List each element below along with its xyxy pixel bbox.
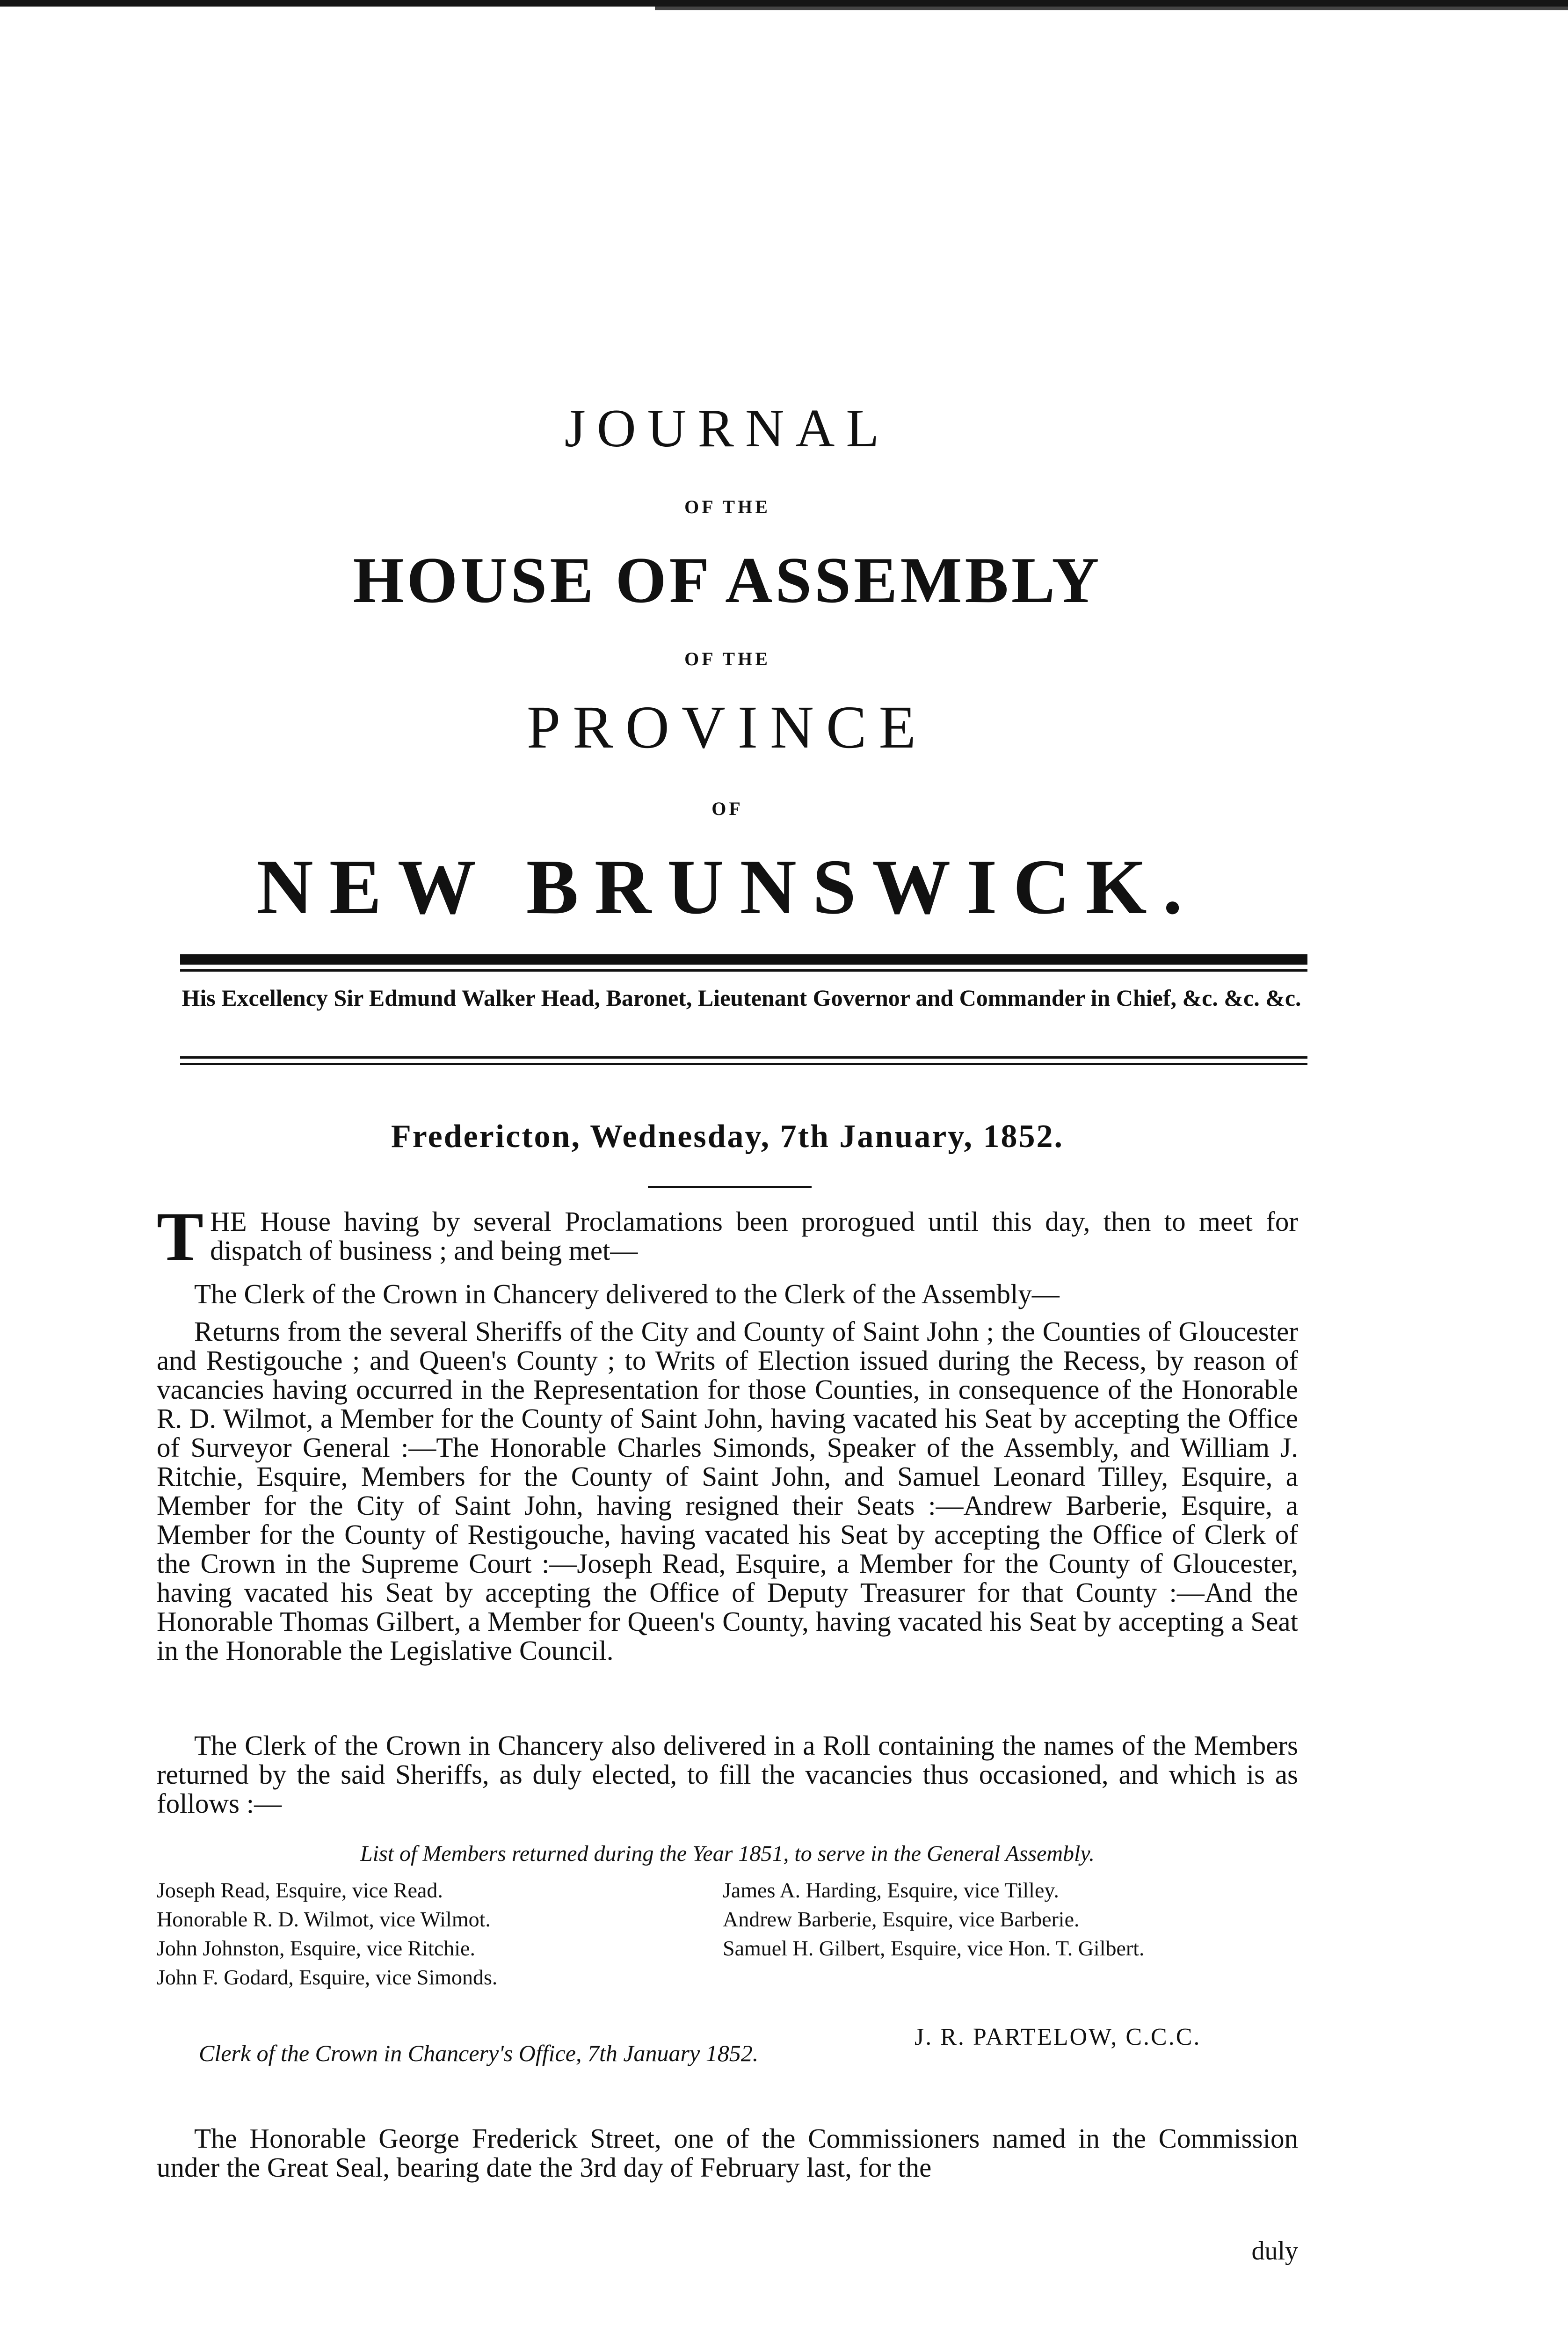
divider-thick	[180, 954, 1307, 965]
catchword: duly	[1251, 2237, 1298, 2266]
member-list-title: List of Members returned during the Year 1851, to serve in the General Assembly.	[360, 1841, 1095, 1866]
title-of: OF	[711, 798, 743, 819]
paragraph-2: The Clerk of the Crown in Chancery delivered to the Clerk of the Assembly—	[194, 1278, 1060, 1309]
paragraph-1-text: HE House having by several Proclamations been prorogued until this day, then to meet for dispatch of business ; and being met—	[210, 1206, 1298, 1266]
dateline: Fredericton, Wednesday, 7th January, 1852.	[391, 1119, 1064, 1155]
divider-short	[648, 1186, 812, 1188]
paragraph-1	[157, 1198, 1298, 1276]
title-new-brunswick: NEW BRUNSWICK.	[256, 843, 1198, 930]
member-list-left	[157, 1876, 497, 1992]
list-item: John F. Godard, Esquire, vice Simonds.	[157, 1965, 498, 1989]
list-item: Honorable R. D. Wilmot, vice Wilmot.	[157, 1907, 491, 1931]
title-of-the-1: OF THE	[684, 496, 770, 517]
member-list-right	[723, 1876, 1145, 1963]
list-item: Andrew Barberie, Esquire, vice Barberie.	[723, 1907, 1080, 1931]
paragraph-3: Returns from the several Sheriffs of the City and County of Saint John ; the Counties of Gloucester and Restigouche ; and Queen's County ; to Writs of Election issued during the Recess, by reason of vacancies having occurred in the Representation for those Counties, in consequence of the Honorable R. D. Wilmot, a Member for the County of Saint John, having vacated his Seat by accepting the Office of Surveyor General :—The Honorable Charles Simonds, Speaker of the Assembly, and William J. Ritchie, Esquire, Members for the County of Saint John, and Samuel Leonard Tilley, Esquire, a Member for the City of Saint John, having resigned their Seats :—Andrew Barberie, Esquire, a Member for the County of Restigouche, having vacated his Seat by accepting the Office of Clerk of the Crown in the Supreme Court :—Joseph Read, Esquire, a Member for the County of Gloucester, having vacated his Seat by accepting the Office of Deputy Treasurer for that County :—And the Honorable Thomas Gilbert, a Member for Queen's County, having vacated his Seat by accepting a Seat in the Honorable the Legislative Council.	[157, 1316, 1298, 1666]
list-item: James A. Harding, Esquire, vice Tilley.	[723, 1878, 1059, 1902]
paragraph-4: The Clerk of the Crown in Chancery also delivered in a Roll containing the names of the Members returned by the said Sheriffs, as duly elected, to fill the vacancies thus occasioned, and which is as follows :—	[157, 1730, 1298, 1819]
title-province: PROVINCE	[526, 694, 929, 761]
title-house-of-assembly: HOUSE OF ASSEMBLY	[353, 544, 1102, 617]
divider-thin-3	[180, 1063, 1307, 1065]
scan-edge-top	[0, 0, 1568, 7]
scan-edge-top-shadow	[655, 7, 1568, 10]
divider-thin-2	[180, 1056, 1307, 1059]
clerk-office-line: Clerk of the Crown in Chancery's Office, 7th January 1852.	[199, 2040, 759, 2066]
list-item: John Johnston, Esquire, vice Ritchie.	[157, 1936, 475, 1960]
list-item: Joseph Read, Esquire, vice Read.	[157, 1878, 443, 1902]
signature: J. R. PARTELOW, C.C.C.	[915, 2024, 1201, 2050]
list-item: Samuel H. Gilbert, Esquire, vice Hon. T. Gilbert.	[723, 1936, 1145, 1960]
drop-cap: T	[157, 1198, 204, 1276]
excellency-line: His Excellency Sir Edmund Walker Head, Baronet, Lieutenant Governor and Commander in Chief, &c. &c. &c.	[181, 985, 1301, 1011]
title-of-the-2: OF THE	[684, 648, 770, 669]
paragraph-5: The Honorable George Frederick Street, one of the Commissioners named in the Commission under the Great Seal, bearing date the 3rd day of February last, for the	[157, 2123, 1298, 2183]
divider-thin-1	[180, 969, 1307, 972]
title-journal: JOURNAL	[564, 399, 891, 458]
